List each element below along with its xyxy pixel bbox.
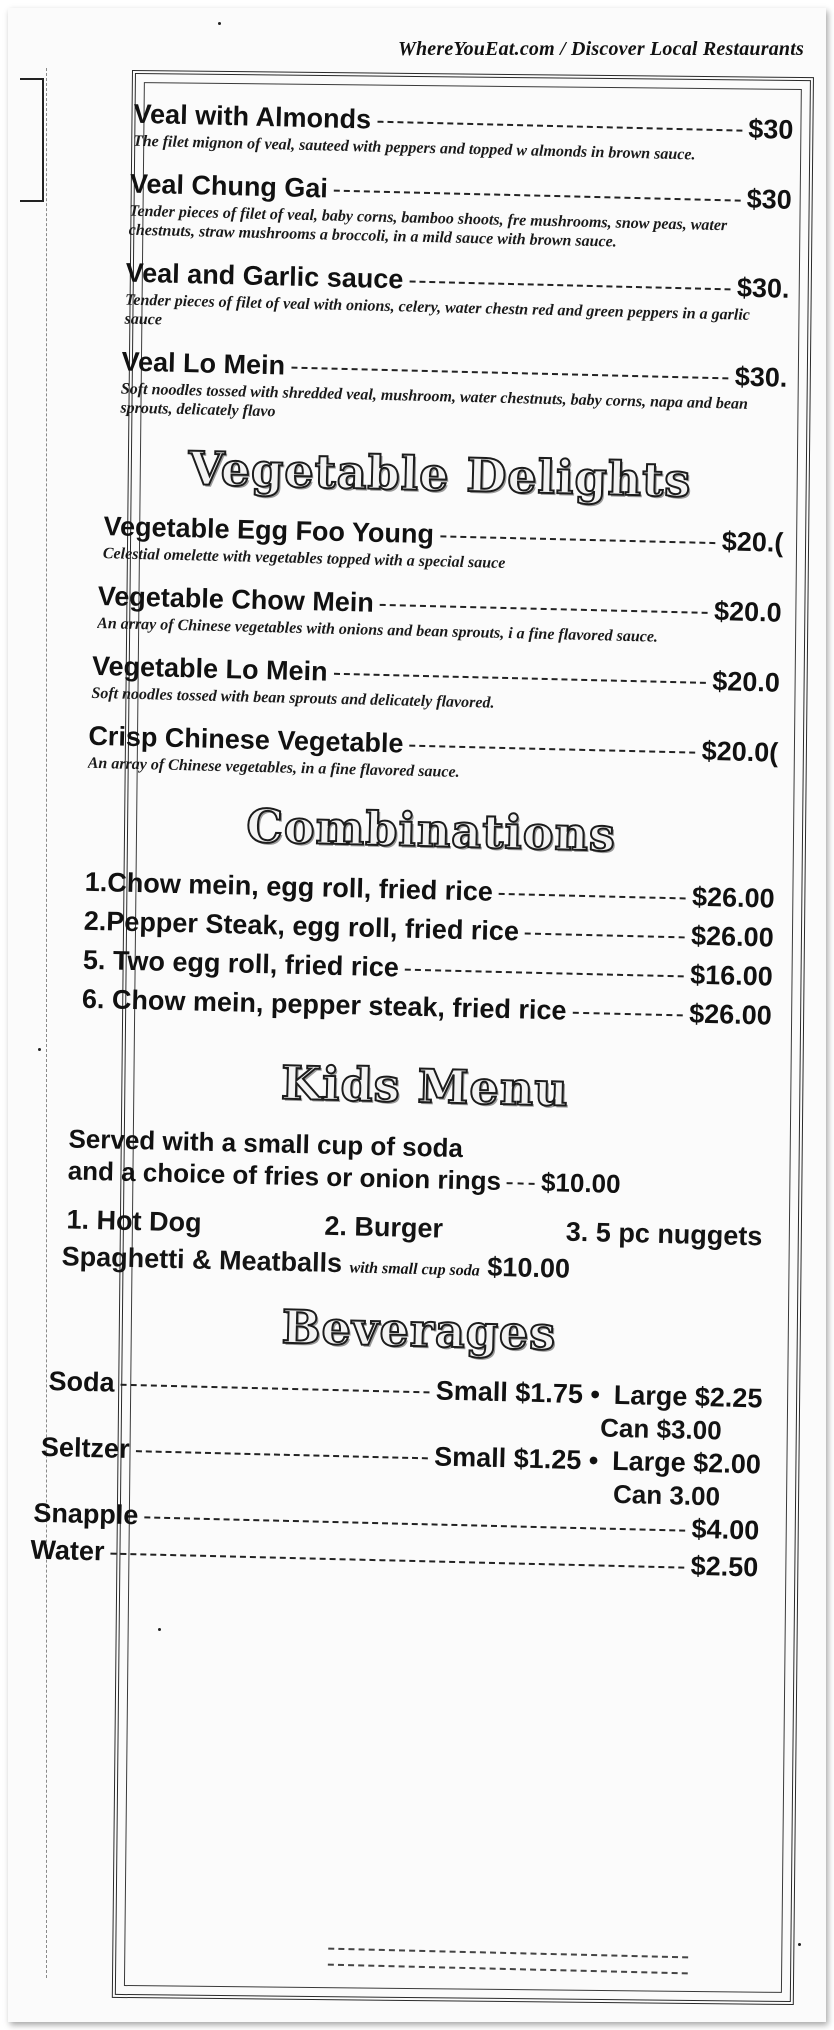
menu-item-veg-egg-foo-young [103, 511, 784, 580]
item-description: The filet mignon of veal, sauteed with peppers and topped w almonds in brown sauce. [132, 132, 696, 164]
section-title-vegetable: Vegetable Delights [187, 441, 692, 508]
item-price: $20.0 [711, 666, 781, 698]
price-leader [291, 366, 729, 380]
price-leader [135, 1449, 428, 1459]
price-leader [405, 968, 684, 978]
kids-spaghetti-price: $10.00 [487, 1251, 571, 1284]
price-leader [409, 744, 695, 754]
item-name: 5. Two egg roll, fried rice [82, 944, 400, 983]
site-watermark: WhereYouEat.com / Discover Local Restaurants [397, 38, 804, 60]
menu-item-crisp-vegetable [88, 721, 779, 790]
item-name: 2.Pepper Steak, egg roll, fried rice [83, 905, 520, 947]
item-name: Veal Lo Mein [121, 346, 286, 381]
price-leader [110, 1552, 684, 1569]
price-leader [377, 120, 742, 132]
price-leader [121, 1383, 430, 1394]
item-price: $30. [736, 272, 790, 304]
item-description: An array of Chinese vegetables with onions and bean sprouts, i a fine flavored sauce. [96, 614, 659, 646]
soda-can-price: Can $3.00 [599, 1412, 722, 1446]
item-description: An array of Chinese vegetables, in a fine flavored sauce. [87, 754, 460, 781]
scan-speck [798, 1943, 801, 1946]
item-price: $26.00 [688, 998, 773, 1031]
section-title-kids: Kids Menu [280, 1055, 570, 1117]
item-price: $26.00 [690, 920, 775, 953]
item-description: Tender pieces of filet of veal with onions, celery, water chestn red and green peppers in a garlic sauce [124, 291, 751, 329]
price-leader [572, 1011, 683, 1017]
item-name: Crisp Chinese Vegetable [88, 720, 404, 759]
item-name: Veal with Almonds [133, 98, 372, 135]
menu-item-veal-garlic [124, 258, 790, 345]
item-name: Veal Chung Gai [129, 168, 329, 204]
kids-spaghetti-name: Spaghetti & Meatballs [61, 1241, 343, 1279]
kids-intro-line2: and a choice of fries or onion rings [67, 1155, 502, 1197]
price-leader [499, 892, 686, 900]
menu-item-veg-chow-mein [97, 581, 782, 650]
price-leader [525, 932, 685, 939]
kids-option-nuggets: 3. 5 pc nuggets [565, 1216, 763, 1252]
price-leader [409, 280, 731, 291]
seltzer-can-price: Can 3.00 [612, 1478, 721, 1512]
kids-intro [67, 1122, 768, 1203]
item-price: $20.0 [713, 596, 782, 628]
item-price: $2.50 [690, 1550, 759, 1583]
item-description: Tender pieces of filet of veal, baby corns, bamboo shoots, fre mushrooms, snow peas, water chestnuts, straw mushrooms a broccoli, in a mild sauce with brown sauce. [128, 202, 728, 251]
item-price: $30 [748, 113, 794, 145]
seltzer-small-price: Small $1.25 • [433, 1441, 599, 1476]
item-price: $4.00 [691, 1513, 760, 1546]
item-name: 1.Chow mein, egg roll, fried rice [84, 866, 494, 907]
price-leader [334, 672, 707, 684]
scan-speck [218, 22, 221, 25]
section-title-beverages: Beverages [281, 1299, 557, 1361]
item-description: Soft noodles tossed with bean sprouts and delicately flavored. [91, 684, 495, 712]
item-name: Vegetable Lo Mein [91, 650, 328, 687]
scan-speck [38, 1048, 41, 1051]
price-leader [507, 1181, 535, 1185]
menu-item-veg-lo-mein [91, 651, 780, 720]
seltzer-large-price: Large $2.00 [611, 1445, 762, 1480]
menu-item-veal-chung-gai [129, 169, 793, 256]
item-name: Vegetable Egg Foo Young [103, 511, 435, 550]
item-price: $30 [746, 183, 793, 215]
price-leader [334, 189, 741, 202]
menu-item-veal-lo-mein [120, 347, 788, 434]
scan-speck [158, 1628, 161, 1631]
item-description: Celestial omelette with vegetables topped with a special sauce [102, 545, 506, 572]
price-leader [440, 534, 716, 544]
item-name: Veal and Garlic sauce [125, 257, 404, 295]
item-price: $20.0( [701, 735, 779, 768]
item-name: Soda [48, 1366, 115, 1398]
item-name: 6. Chow mein, pepper steak, fried rice [81, 983, 567, 1026]
item-name: Snapple [33, 1497, 139, 1531]
item-name: Seltzer [40, 1431, 130, 1465]
soda-small-price: Small $1.75 • [435, 1375, 601, 1410]
menu-content [30, 98, 794, 1994]
adjacent-page-border [20, 78, 44, 202]
menu-page [8, 8, 826, 2022]
kids-option-burger: 2. Burger [324, 1210, 444, 1244]
item-price: $20.( [721, 526, 784, 558]
combo-item [82, 984, 773, 1032]
kids-spaghetti-note: with small cup soda [349, 1259, 480, 1280]
soda-large-price: Large $2.25 [613, 1379, 763, 1414]
kids-option-hot-dog: 1. Hot Dog [66, 1204, 202, 1238]
section-title-combinations: Combinations [245, 798, 617, 862]
price-leader [380, 603, 708, 614]
item-name: Water [30, 1534, 105, 1567]
kids-intro-price: $10.00 [540, 1167, 621, 1199]
item-price: $16.00 [689, 959, 774, 992]
item-price: $30. [734, 361, 788, 393]
price-leader [144, 1515, 685, 1531]
item-price: $26.00 [691, 881, 776, 914]
item-name: Vegetable Chow Mein [97, 581, 375, 618]
kids-intro-line1: Served with a small cup of soda [68, 1123, 464, 1164]
adjacent-page-edge [16, 68, 47, 1978]
item-description: Soft noodles tossed with shredded veal, mushroom, water chestnuts, baby corns, napa and bean sprouts, delicately flavo [120, 380, 749, 421]
